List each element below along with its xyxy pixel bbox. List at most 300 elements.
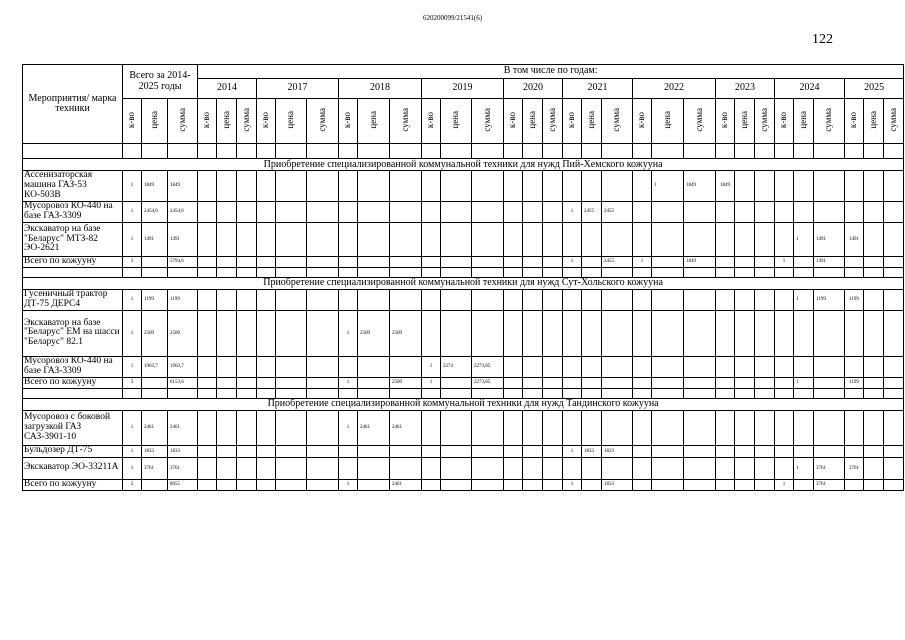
value-cell [775,171,794,202]
value-cell [523,356,543,377]
spacer-cell [864,388,884,398]
value-cell [633,202,652,223]
value-cell [814,445,845,457]
header-subcolumn-label: цена [367,110,378,129]
value-cell [582,223,602,257]
spacer-cell [775,144,794,159]
value-cell: 3761 [814,457,845,479]
value-cell [257,223,276,257]
total-cell: 5794,6 [168,257,198,268]
value-cell [563,457,582,479]
value-cell: 1 [794,289,814,310]
value-cell: 1963,7 [142,356,168,377]
value-cell [441,310,472,356]
value-cell [543,223,563,257]
total-cell [198,257,217,268]
value-cell [504,445,523,457]
value-cell [257,171,276,202]
spacer-cell [845,388,864,398]
value-cell [472,171,504,202]
value-cell [543,356,563,377]
header-subcolumn [358,99,390,144]
page-number: 122 [812,32,833,47]
value-cell [307,445,339,457]
header-year: 2022 [633,79,716,99]
value-cell: 1 [422,356,441,377]
value-cell: 1 [339,310,358,356]
value-cell: 2500 [168,310,198,356]
spacer-cell [472,267,504,277]
value-cell: 1 [123,410,142,445]
header-subcolumn-label: цена [526,110,537,129]
value-cell [472,410,504,445]
value-cell [684,457,716,479]
spacer-cell [441,388,472,398]
spacer-cell [142,388,168,398]
header-subcolumn-label: цена [148,110,159,129]
value-cell [684,223,716,257]
header-subcolumn [775,99,794,144]
equipment-name: Гусеничный трактор ДТ-75 ДЕРС4 [23,289,123,310]
section-title: Приобретение специализированной коммунальной техники для нужд Пий-Хемского кожууна [23,159,904,171]
value-cell [814,171,845,202]
value-cell: 1 [652,171,684,202]
total-cell [543,479,563,490]
header-subcolumn-label: цена [797,110,808,129]
total-cell: 1849 [684,257,716,268]
value-cell [814,410,845,445]
header-subcolumn [845,99,864,144]
header-subcolumn [684,99,716,144]
total-cell [582,377,602,388]
value-cell [735,445,755,457]
spacer-cell [307,388,339,398]
value-cell: 2273,85 [472,356,504,377]
value-cell [864,310,884,356]
value-cell [716,202,735,223]
total-cell [755,377,775,388]
total-cell [582,479,602,490]
value-cell [775,289,794,310]
header-subcolumn-label: цена [450,110,461,129]
value-cell: 3761 [168,457,198,479]
value-cell [237,457,257,479]
value-cell [358,289,390,310]
spacer-cell [441,144,472,159]
spacer-cell [504,144,523,159]
value-cell [775,310,794,356]
value-cell [339,171,358,202]
value-cell [602,289,633,310]
value-cell [864,356,884,377]
spacer-cell [390,144,422,159]
header-subcolumn-label: сумма [823,107,834,132]
total-cell [142,257,168,268]
value-cell [845,445,864,457]
total-cell [358,479,390,490]
value-cell [198,223,217,257]
spacer-cell [123,388,142,398]
header-subcolumn-label: цена [738,110,749,129]
spacer-cell [23,267,123,277]
value-cell [735,289,755,310]
total-cell [523,479,543,490]
value-cell [602,410,633,445]
value-cell [472,310,504,356]
header-subcolumn-label: к-во [719,111,730,128]
spacer-cell [168,144,198,159]
value-cell [276,457,307,479]
spacer-cell [142,144,168,159]
value-cell [276,445,307,457]
value-cell [884,356,904,377]
value-cell [884,171,904,202]
value-cell [652,457,684,479]
value-cell [198,289,217,310]
total-cell [198,479,217,490]
value-cell: 2461 [358,410,390,445]
spacer-cell [652,144,684,159]
header-subcolumn [523,99,543,144]
value-cell [755,356,775,377]
total-cell: 6153,6 [168,377,198,388]
value-cell: 2455 [582,202,602,223]
value-cell [735,356,755,377]
value-cell [504,356,523,377]
spacer-cell [237,267,257,277]
value-cell [237,356,257,377]
value-cell [735,310,755,356]
value-cell: 1 [123,356,142,377]
total-cell [775,377,794,388]
value-cell [472,289,504,310]
total-cell [602,377,633,388]
header-subcolumn-label: сумма [481,107,492,132]
value-cell [307,202,339,223]
header-subcolumn [543,99,563,144]
header-measure: Мероприятия/ марка техники [23,65,123,144]
header-subcolumn [563,99,582,144]
total-cell [307,257,339,268]
spacer-cell [523,144,543,159]
value-cell [684,310,716,356]
value-cell [775,457,794,479]
value-cell: 1 [123,289,142,310]
value-cell [504,457,523,479]
total-cell [358,377,390,388]
total-cell: 1 [339,479,358,490]
value-cell [198,457,217,479]
total-cell [339,257,358,268]
header-subcolumn [142,99,168,144]
spacer-cell [358,144,390,159]
value-cell [257,445,276,457]
value-cell: 1833 [168,445,198,457]
header-subcolumn [652,99,684,144]
header-year: 2025 [845,79,904,99]
header-subcolumn [735,99,755,144]
value-cell [582,171,602,202]
value-cell [814,202,845,223]
value-cell [339,223,358,257]
spacer-cell [684,144,716,159]
value-cell: 1833 [602,445,633,457]
total-cell [217,257,237,268]
header-subcolumn [504,99,523,144]
spacer-cell [237,388,257,398]
value-cell [755,223,775,257]
value-cell [237,171,257,202]
total-cell [307,377,339,388]
value-cell [523,310,543,356]
header-subcolumn [472,99,504,144]
total-cell [884,479,904,490]
value-cell: 1491 [814,223,845,257]
total-cell [504,257,523,268]
value-cell [716,445,735,457]
total-cell: 2273,85 [472,377,504,388]
value-cell: 1 [123,457,142,479]
spacer-cell [814,144,845,159]
header-subcolumn [237,99,257,144]
total-cell [237,479,257,490]
header-subcolumn [217,99,237,144]
spacer-cell [339,388,358,398]
header-subcolumn [123,99,142,144]
header-subcolumn-label: к-во [425,111,436,128]
value-cell [198,356,217,377]
header-subcolumn-label: цена [661,110,672,129]
table-row [23,289,904,310]
total-cell [814,377,845,388]
value-cell [504,310,523,356]
value-cell [652,223,684,257]
value-cell [884,310,904,356]
value-cell [543,171,563,202]
value-cell: 1 [563,445,582,457]
value-cell [198,202,217,223]
value-cell [602,457,633,479]
value-cell [339,356,358,377]
spacer-cell [633,267,652,277]
total-cell [543,257,563,268]
header-by-years: В том числе по годам: [198,65,904,79]
header-subcolumn-label: к-во [342,111,353,128]
total-cell: 3 [123,377,142,388]
spacer-cell [358,388,390,398]
header-subcolumn-label: сумма [399,107,410,132]
total-cell: 1 [633,257,652,268]
value-cell: 1 [794,223,814,257]
total-cell [684,479,716,490]
table-row [23,223,904,257]
spacer-cell [217,267,237,277]
total-cell [582,257,602,268]
spacer-cell [684,388,716,398]
value-cell [339,202,358,223]
value-cell: 1491 [142,223,168,257]
total-cell [257,257,276,268]
header-subcolumn-label: сумма [240,107,251,132]
value-cell [755,310,775,356]
value-cell [307,457,339,479]
total-cell: 1 [794,377,814,388]
total-cell: 3 [123,257,142,268]
header-subcolumn [339,99,358,144]
header-year: 2018 [339,79,422,99]
header-subcolumn-label: к-во [848,111,859,128]
value-cell: 3761 [142,457,168,479]
value-cell: 1 [123,202,142,223]
total-cell [472,479,504,490]
total-cell [884,377,904,388]
value-cell [633,310,652,356]
value-cell [633,445,652,457]
value-cell [755,410,775,445]
spacer-cell [794,267,814,277]
spacer-cell [735,388,755,398]
value-cell [543,202,563,223]
header-subcolumn-label: сумма [546,107,557,132]
value-cell [652,356,684,377]
spacer-cell [168,267,198,277]
value-cell [884,445,904,457]
header-subcolumn-label: сумма [316,107,327,132]
header-subcolumn [390,99,422,144]
value-cell [652,289,684,310]
value-cell: 1849 [168,171,198,202]
total-cell [523,257,543,268]
spacer-cell [755,267,775,277]
spacer-cell [684,267,716,277]
value-cell [257,310,276,356]
value-cell [652,310,684,356]
value-cell [276,223,307,257]
value-cell: 1849 [684,171,716,202]
total-cell [884,257,904,268]
spacer-cell [794,388,814,398]
value-cell: 1833 [142,445,168,457]
spacer-cell [563,144,582,159]
total-cell [257,479,276,490]
total-cell [652,257,684,268]
header-subcolumn-label: цена [867,110,878,129]
spacer-cell [652,388,684,398]
value-cell [884,289,904,310]
value-cell: 1199 [845,289,864,310]
value-cell [358,171,390,202]
value-cell [276,289,307,310]
total-cell [237,257,257,268]
header-subcolumn [864,99,884,144]
value-cell [602,171,633,202]
value-cell [563,171,582,202]
spacer-cell [217,144,237,159]
value-cell [441,171,472,202]
value-cell [504,289,523,310]
value-cell [422,202,441,223]
value-cell [472,457,504,479]
table-row [23,356,904,377]
value-cell [845,356,864,377]
value-cell [523,223,543,257]
value-cell [563,289,582,310]
table-row [23,410,904,445]
value-cell [864,223,884,257]
total-cell: 1 [563,479,582,490]
spacer-cell [198,267,217,277]
total-label: Всего по кожууну [23,479,123,490]
value-cell [775,356,794,377]
value-cell: 2500 [390,310,422,356]
total-cell [755,479,775,490]
value-cell [755,171,775,202]
value-cell [523,457,543,479]
value-cell [633,410,652,445]
value-cell: 1849 [142,171,168,202]
total-cell [716,257,735,268]
spacer-cell [23,388,123,398]
value-cell [563,356,582,377]
total-label: Всего по кожууну [23,257,123,268]
header-year: 2014 [198,79,257,99]
value-cell [339,445,358,457]
total-cell [633,377,652,388]
spacer-cell [602,144,633,159]
value-cell [441,457,472,479]
spacer-cell [237,144,257,159]
total-cell [422,479,441,490]
header-subcolumn [168,99,198,144]
value-cell [814,356,845,377]
total-cell: 3 [123,479,142,490]
header-subcolumn [794,99,814,144]
value-cell [217,445,237,457]
value-cell: 1 [794,457,814,479]
spacer-cell [814,267,845,277]
total-cell [142,377,168,388]
value-cell [390,289,422,310]
value-cell [257,457,276,479]
value-cell [582,310,602,356]
spacer-cell [735,267,755,277]
value-cell [257,356,276,377]
total-cell: 1 [775,257,794,268]
spacer-cell [602,388,633,398]
value-cell [845,310,864,356]
value-cell [390,445,422,457]
spacer-cell [563,267,582,277]
total-cell [794,479,814,490]
value-cell [543,445,563,457]
header-subcolumn-label: цена [285,110,296,129]
value-cell [864,457,884,479]
table-row [23,457,904,479]
value-cell: 1833 [582,445,602,457]
value-cell: 2461 [390,410,422,445]
value-cell [390,171,422,202]
value-cell: 1 [339,410,358,445]
spacer-cell [582,388,602,398]
value-cell [276,202,307,223]
value-cell [775,410,794,445]
spacer-cell [23,144,123,159]
total-cell: 8055 [168,479,198,490]
value-cell [735,457,755,479]
spacer-cell [523,388,543,398]
value-cell [422,171,441,202]
total-cell: 2455 [602,257,633,268]
